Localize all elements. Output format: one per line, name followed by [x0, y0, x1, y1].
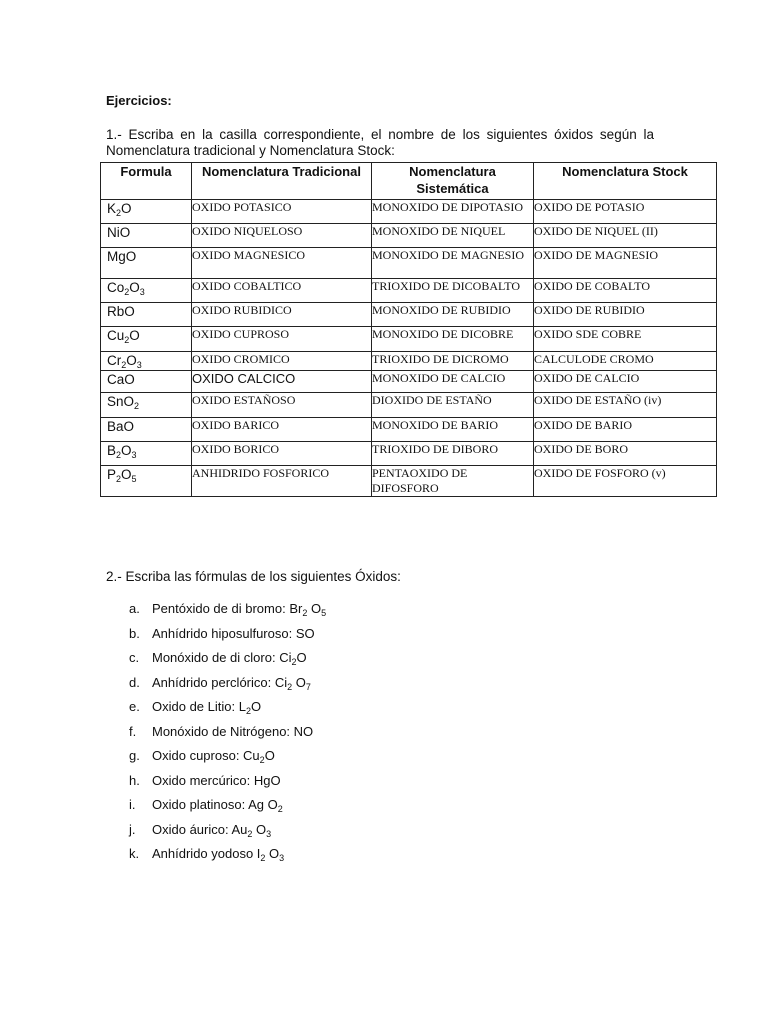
formula-subscript: 3 [131, 450, 137, 460]
table-header-row [101, 163, 717, 200]
formula-part: O [129, 280, 140, 295]
formula-part: O [129, 328, 140, 343]
list-item-text: Anhídrido yodoso [152, 846, 257, 861]
answer-subscript: 7 [305, 681, 311, 692]
cell-stock: OXIDO DE NIQUEL (II) [534, 224, 717, 248]
list-item [106, 600, 326, 625]
cell-tradicional: OXIDO BARICO [192, 418, 372, 442]
cell-formula [101, 352, 192, 371]
cell-sistematica: MONOXIDO DE DIPOTASIO [372, 200, 534, 224]
formula-part: BaO [107, 419, 135, 434]
answer-part: SO [295, 625, 315, 641]
list-item-letter: b. [129, 625, 140, 641]
cell-sistematica: TRIOXIDO DE DICROMO [372, 352, 534, 371]
answer-part: Cu [243, 748, 260, 763]
list-item-text: Oxido platinoso: [152, 797, 249, 812]
list-item-formula [248, 797, 283, 812]
formula-part: SnO [107, 394, 135, 409]
cell-stock: OXIDO DE BARIO [534, 418, 717, 442]
cell-sistematica: TRIOXIDO DE DICOBALTO [372, 279, 534, 303]
formula-subscript: 2 [116, 208, 122, 218]
list-item-formula [232, 822, 272, 837]
formula-part: RbO [107, 304, 135, 319]
header-stock: Nomenclatura Stock [534, 163, 717, 200]
list-item-letter: j. [129, 821, 136, 837]
cell-stock: OXIDO DE ESTAÑO (iv) [534, 393, 717, 418]
answer-part: O [264, 748, 275, 763]
list-item-text: Oxido cuproso: [152, 748, 244, 763]
cell-stock: OXIDO DE COBALTO [534, 279, 717, 303]
answer-part: O [296, 650, 307, 665]
cell-sistematica: MONOXIDO DE CALCIO [372, 371, 534, 393]
list-item-text: Monóxido de Nitrógeno: [152, 723, 294, 739]
cell-stock: OXIDO DE BORO [534, 442, 717, 466]
answer-part: Ag O [248, 797, 278, 812]
cell-tradicional: ANHIDRIDO FOSFORICO [192, 466, 372, 497]
formula-subscript: 2 [134, 401, 140, 411]
formula-part: B [107, 443, 117, 458]
table-row [101, 224, 717, 248]
answer-part: O [250, 699, 262, 714]
cell-stock: OXIDO DE RUBIDIO [534, 303, 717, 327]
cell-formula [101, 371, 192, 393]
answer-part: O [292, 674, 306, 690]
formula-subscript: 2 [116, 474, 122, 484]
answer-part: O [307, 601, 322, 616]
cell-sistematica: MONOXIDO DE DICOBRE [372, 327, 534, 352]
list-item [106, 796, 326, 821]
answer-subscript: 3 [266, 828, 272, 839]
cell-tradicional: OXIDO NIQUELOSO [192, 224, 372, 248]
list-item-letter: i. [129, 797, 136, 812]
cell-formula [101, 442, 192, 466]
list-item-formula [279, 650, 306, 665]
list-item-text: Anhídrido hiposulfuroso: [152, 625, 296, 641]
table-row [101, 279, 717, 303]
list-item-text: Pentóxido de di bromo: [152, 601, 290, 616]
list-item-letter: c. [129, 650, 140, 665]
table-row [101, 418, 717, 442]
cell-tradicional: OXIDO MAGNESICO [192, 248, 372, 279]
formula-part: O [121, 443, 132, 458]
formula-subscript: 5 [131, 474, 137, 484]
table-row [101, 303, 717, 327]
cell-stock: OXIDO DE POTASIO [534, 200, 717, 224]
formula-subscript: 2 [124, 287, 130, 297]
list-item-letter: g. [129, 748, 140, 763]
cell-tradicional: OXIDO CROMICO [192, 352, 372, 371]
cell-formula [101, 418, 192, 442]
list-item [106, 649, 326, 674]
table-row [101, 371, 717, 393]
formula-subscript: 3 [139, 287, 145, 297]
cell-formula [101, 248, 192, 279]
formula-part: O [121, 467, 132, 482]
oxides-table [100, 162, 717, 497]
list-item-letter: k. [129, 846, 140, 861]
list-item-formula [296, 626, 315, 641]
table-row [101, 393, 717, 418]
list-item [106, 845, 326, 870]
formula-part: MgO [107, 249, 137, 264]
answer-part: Au [231, 821, 248, 837]
answer-part: O [265, 846, 280, 861]
list-item [106, 747, 326, 772]
cell-formula [101, 327, 192, 352]
list-item-text: Oxido áurico: [152, 821, 232, 837]
table-row [101, 466, 717, 497]
answer-part: Br [289, 601, 303, 616]
formula-part: Cu [107, 328, 125, 343]
answer-part: O [252, 821, 267, 837]
section-heading: Ejercicios: [106, 93, 172, 108]
cell-sistematica: MONOXIDO DE NIQUEL [372, 224, 534, 248]
table-row [101, 248, 717, 279]
cell-formula [101, 393, 192, 418]
cell-tradicional: OXIDO ESTAÑOSO [192, 393, 372, 418]
formula-part: P [107, 467, 117, 482]
cell-tradicional: OXIDO BORICO [192, 442, 372, 466]
cell-stock: CALCULODE CROMO [534, 352, 717, 371]
cell-formula [101, 466, 192, 497]
answer-subscript: 2 [259, 755, 265, 765]
formula-subscript: 2 [116, 450, 122, 460]
answer-subscript: 2 [245, 706, 251, 716]
exercise-list [106, 600, 326, 870]
list-item-text: Anhídrido perclórico: [152, 674, 275, 690]
list-item-letter: d. [129, 674, 140, 690]
list-item-letter: a. [129, 601, 140, 616]
cell-formula [101, 303, 192, 327]
cell-stock: OXIDO DE MAGNESIO [534, 248, 717, 279]
answer-part: I [256, 846, 261, 861]
answer-subscript: 2 [291, 657, 297, 667]
cell-tradicional: OXIDO RUBIDICO [192, 303, 372, 327]
list-item-letter: h. [129, 772, 140, 788]
cell-sistematica: MONOXIDO DE MAGNESIO [372, 248, 534, 279]
list-item-formula [254, 773, 281, 788]
list-item [106, 674, 326, 699]
formula-subscript: 3 [136, 360, 142, 370]
list-item-text: Oxido mercúrico: [152, 772, 254, 788]
list-item-formula [257, 846, 284, 861]
table-row [101, 442, 717, 466]
list-item [106, 772, 326, 797]
answer-subscript: 2 [260, 853, 266, 863]
instruction-1-line-1: 1.- Escriba en la casilla correspondiente, el nombre de los siguientes óxidos según la [106, 127, 654, 142]
list-item [106, 821, 326, 846]
header-tradicional: Nomenclatura Tradicional [192, 163, 372, 200]
answer-subscript: 5 [321, 608, 327, 618]
cell-tradicional: OXIDO POTASICO [192, 200, 372, 224]
table-row [101, 200, 717, 224]
list-item [106, 723, 326, 748]
cell-formula [101, 224, 192, 248]
list-item-text: Oxido de Litio: [152, 699, 239, 714]
cell-stock: OXIDO DE CALCIO [534, 371, 717, 393]
answer-part: Ci [274, 674, 288, 690]
answer-part: Ci [279, 650, 292, 665]
header-formula: Formula [101, 163, 192, 200]
answer-part: HgO [253, 772, 281, 788]
list-item-letter: f. [129, 723, 137, 739]
cell-sistematica: TRIOXIDO DE DIBORO [372, 442, 534, 466]
list-item [106, 698, 326, 723]
answer-subscript: 2 [247, 828, 253, 839]
list-item-formula [289, 601, 326, 616]
table-row [101, 352, 717, 371]
table-row [101, 327, 717, 352]
formula-part: CaO [107, 372, 135, 387]
cell-tradicional: OXIDO CUPROSO [192, 327, 372, 352]
formula-part: K [107, 201, 117, 216]
list-item-formula [294, 724, 314, 739]
answer-subscript: 3 [279, 853, 285, 863]
cell-sistematica: PENTAOXIDO DE DIFOSFORO [372, 466, 534, 497]
instruction-1-line-2: Nomenclatura tradicional y Nomenclatura Stock: [106, 143, 395, 158]
cell-tradicional: OXIDO CALCICO [192, 371, 372, 393]
formula-subscript: 2 [121, 360, 127, 370]
answer-part: L [238, 699, 246, 714]
formula-subscript: 2 [124, 335, 130, 345]
formula-part: Co [107, 280, 125, 295]
formula-part: NiO [107, 225, 131, 240]
cell-stock: OXIDO SDE COBRE [534, 327, 717, 352]
list-item-formula [243, 748, 275, 763]
answer-subscript: 2 [277, 804, 283, 814]
cell-tradicional: OXIDO COBALTICO [192, 279, 372, 303]
cell-sistematica: MONOXIDO DE RUBIDIO [372, 303, 534, 327]
formula-part: O [121, 201, 132, 216]
cell-sistematica: MONOXIDO DE BARIO [372, 418, 534, 442]
instruction-1 [106, 127, 654, 159]
cell-formula [101, 279, 192, 303]
list-item-formula [239, 699, 261, 714]
list-item-text: Monóxido de di cloro: [152, 650, 280, 665]
instruction-2: 2.- Escriba las fórmulas de los siguientes Óxidos: [106, 569, 401, 584]
cell-formula [101, 200, 192, 224]
header-sistematica: Nomenclatura Sistemática [372, 163, 534, 200]
cell-sistematica: DIOXIDO DE ESTAÑO [372, 393, 534, 418]
formula-part: Cr [107, 353, 122, 368]
answer-subscript: 2 [287, 681, 293, 692]
formula-part: O [126, 353, 137, 368]
list-item [106, 625, 326, 650]
list-item-formula [275, 675, 311, 690]
cell-stock: OXIDO DE FOSFORO (v) [534, 466, 717, 497]
answer-part: NO [293, 723, 314, 739]
answer-subscript: 2 [302, 608, 308, 618]
list-item-letter: e. [129, 699, 140, 714]
